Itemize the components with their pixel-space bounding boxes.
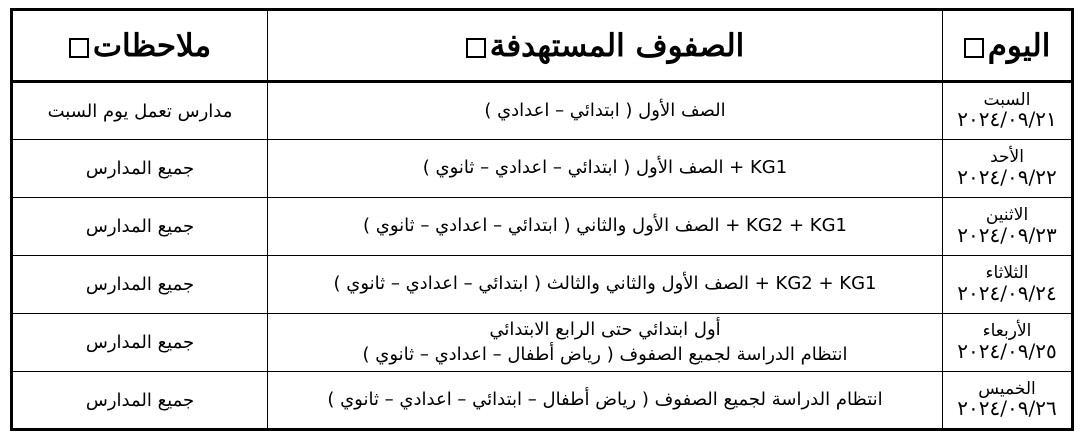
day-name: الخميس	[978, 378, 1036, 399]
header-notes	[12, 10, 268, 82]
grades-cell	[268, 256, 943, 314]
grades-cell	[268, 198, 943, 256]
grades-cell	[268, 140, 943, 198]
grades-line: الصف الأول ( ابتدائي – اعدادي )	[484, 99, 726, 121]
day-date: ٢٠٢٤/٠٩/٢٦	[957, 396, 1057, 421]
header-day	[943, 10, 1073, 82]
table-row	[12, 256, 1073, 314]
day-date: ٢٠٢٤/٠٩/٢٣	[957, 222, 1057, 247]
grades-cell	[268, 314, 943, 372]
grades-cell	[268, 372, 943, 430]
day-name: الثلاثاء	[985, 263, 1029, 284]
day-date: ٢٠٢٤/٠٩/٢٢	[957, 164, 1057, 189]
notes-cell: مدارس تعمل يوم السبت	[12, 82, 268, 140]
header-row	[12, 10, 1073, 82]
table-row	[12, 314, 1073, 372]
checkbox-square-icon	[964, 38, 984, 58]
checkbox-square-icon	[69, 38, 89, 58]
day-cell	[943, 372, 1073, 430]
day-cell	[943, 198, 1073, 256]
header-notes-label: ملاحظات	[92, 27, 212, 64]
header-grades-label: الصفوف المستهدفة	[489, 27, 745, 64]
table-row	[12, 372, 1073, 430]
notes-cell: جميع المدارس	[12, 372, 268, 430]
grades-line: انتظام الدراسة لجميع الصفوف ( رياض أطفال – ابتدائي – اعدادي – ثانوي )	[327, 388, 883, 410]
grades-line: أول ابتدائي حتى الرابع الابتدائي	[489, 319, 721, 341]
day-date: ٢٠٢٤/٠٩/٢٤	[957, 280, 1057, 305]
header-grades	[268, 10, 943, 82]
notes-cell: جميع المدارس	[12, 198, 268, 256]
day-date: ٢٠٢٤/٠٩/٢١	[957, 107, 1057, 132]
grades-cell	[268, 82, 943, 140]
day-name: الاثنين	[985, 205, 1029, 226]
day-date: ٢٠٢٤/٠٩/٢٥	[957, 338, 1057, 363]
checkbox-square-icon	[466, 38, 486, 58]
day-name: السبت	[983, 89, 1031, 110]
day-cell	[943, 82, 1073, 140]
notes-cell: جميع المدارس	[12, 256, 268, 314]
schedule-table	[10, 8, 1074, 431]
day-cell	[943, 140, 1073, 198]
day-cell	[943, 256, 1073, 314]
table-row	[12, 140, 1073, 198]
header-day-label: اليوم	[987, 27, 1051, 64]
grades-line: KG2 + KG1 + الصف الأول والثاني ( ابتدائي – اعدادي – ثانوي )	[363, 215, 847, 237]
notes-cell: جميع المدارس	[12, 314, 268, 372]
table-row	[12, 82, 1073, 140]
notes-cell: جميع المدارس	[12, 140, 268, 198]
grades-line: انتظام الدراسة لجميع الصفوف ( رياض أطفال – اعدادي – ثانوي )	[362, 343, 848, 365]
table-row	[12, 198, 1073, 256]
grades-line: KG1 + الصف الأول ( ابتدائي – اعدادي – ثانوي )	[422, 157, 788, 179]
day-cell	[943, 314, 1073, 372]
day-name: الأربعاء	[982, 321, 1032, 342]
day-name: الأحد	[990, 147, 1024, 168]
grades-line: KG2 + KG1 + الصف الأول والثاني والثالث ( ابتدائي – اعدادي – ثانوي )	[333, 273, 877, 295]
